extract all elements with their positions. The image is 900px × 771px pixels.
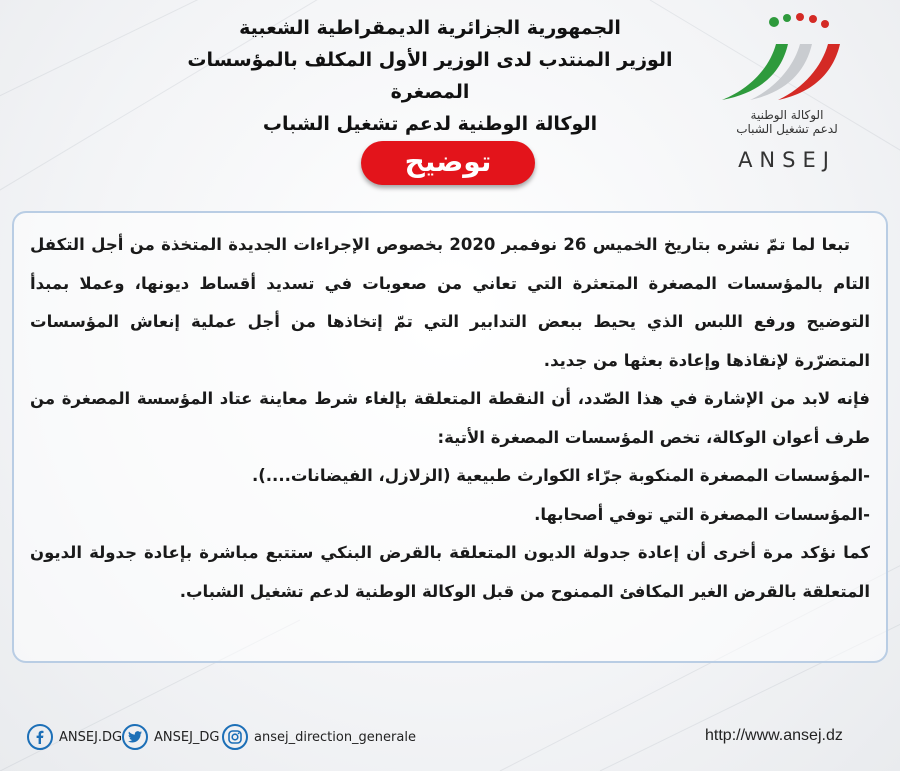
ansej-emblem-icon <box>712 8 862 108</box>
republic-name: الجمهورية الجزائرية الديمقراطية الشعبية <box>239 17 621 39</box>
instagram-handle: ansej_direction_generale <box>254 729 416 745</box>
list-item: -المؤسسات المصغرة المنكوبة جرّاء الكوارث طبيعية (الزلازل، الفيضانات....). <box>251 466 870 485</box>
facebook-link[interactable] <box>27 722 122 752</box>
twitter-link[interactable] <box>122 722 220 752</box>
letterhead <box>150 12 710 140</box>
agency-name: الوكالة الوطنية لدعم تشغيل الشباب <box>262 113 598 135</box>
footer <box>0 722 900 752</box>
twitter-handle: ANSEJ_DG <box>154 729 220 745</box>
logo-arabic-text: الوكالة الوطنية لدعم تشغيل الشباب <box>736 108 838 136</box>
logo-wordmark: ANSEJ <box>738 148 836 172</box>
paragraph-clarification: فإنه لابد من الإشارة في هذا الصّدد، أن النقطة المتعلقة بإلغاء شرط معاينة عتاد المؤسسة المصغرة من طرف أعوان الوكالة، تخص المؤسسات المصغرة الأتية: <box>30 389 870 447</box>
twitter-icon <box>122 724 148 750</box>
instagram-icon <box>222 724 248 750</box>
list-item: -المؤسسات المصغرة التي توفي أصحابها. <box>534 504 870 524</box>
instagram-link[interactable] <box>222 722 416 752</box>
paragraph-intro: تبعا لما تمّ نشره بتاريخ الخميس 26 نوفمبر 2020 بخصوص الإجراءات الجديدة المتخذة من أجل التكفل التام بالمؤسسات المصغرة المتعثرة التي تعاني من صعوبات في تسديد أقساط ديونها، وعملا بمبدأ التوضيح ورفع اللبس الذي يحيط ببعض التدابير التي تمّ إتخاذها من أجل عملية إنعاش المؤسسات المتضرّرة لإنقاذها وإعادة بعثها من جديد. <box>30 235 870 370</box>
ministry-name: الوزير المنتدب لدى الوزير الأول المكلف بالمؤسسات المصغرة <box>187 49 673 103</box>
title-badge: توضيح <box>361 141 535 185</box>
facebook-icon <box>27 724 53 750</box>
announcement-body <box>30 226 870 611</box>
facebook-handle: ANSEJ.DG <box>59 729 123 745</box>
ansej-logo <box>712 8 862 178</box>
paragraph-conclusion: كما نؤكد مرة أخرى أن إعادة جدولة الديون المتعلقة بالقرض البنكي ستتبع مباشرة بإعادة جدولة الديون المتعلقة بالقرض الغير المكافئ الممنوح من قبل الوكالة الوطنية لدعم تشغيل الشباب. <box>30 543 870 601</box>
website-link[interactable]: http://www.ansej.dz <box>705 727 843 744</box>
